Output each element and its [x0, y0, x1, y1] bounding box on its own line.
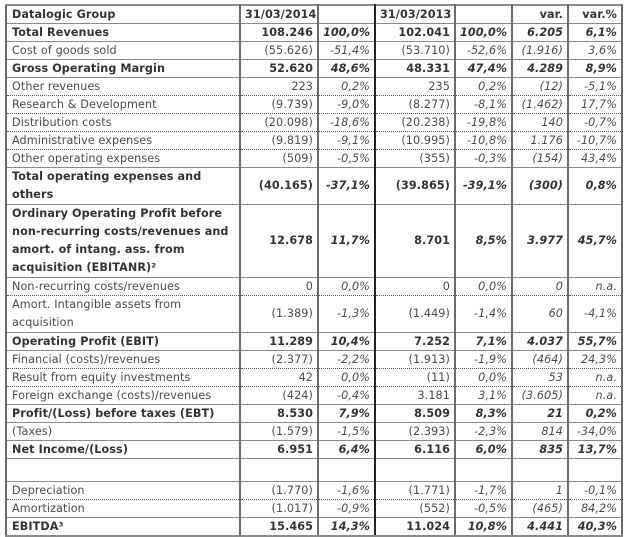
value-2013: (10.995): [375, 132, 455, 150]
variance: (465): [512, 500, 568, 518]
table-row: [6, 205, 622, 278]
variance: 4.289: [512, 60, 568, 78]
value-2014: (1.579): [240, 423, 318, 441]
value-2014: (1.017): [240, 500, 318, 518]
table-row: [6, 114, 622, 132]
pct-2013: -1,4%: [455, 296, 512, 333]
pct-2014: 6,4%: [318, 441, 375, 459]
pct-2014: -37,1%: [318, 168, 375, 205]
header-date-2014: 31/03/2014: [240, 5, 318, 24]
pct-2013: -1,7%: [455, 482, 512, 500]
value-2013: 7.252: [375, 333, 455, 351]
header-pct-2013: [455, 5, 512, 24]
variance: (3.605): [512, 387, 568, 405]
variance-pct: 24,3%: [568, 351, 622, 369]
variance-pct: 6,1%: [568, 24, 622, 42]
value-2014: [240, 459, 318, 482]
variance: 4.037: [512, 333, 568, 351]
pct-2014: -2,2%: [318, 351, 375, 369]
value-2013: 0: [375, 278, 455, 296]
pct-2013: 0,2%: [455, 78, 512, 96]
pct-2014: -0,5%: [318, 150, 375, 168]
variance: 140: [512, 114, 568, 132]
table-row: [6, 405, 622, 423]
pct-2013: 0,0%: [455, 278, 512, 296]
variance-pct: n.a.: [568, 278, 622, 296]
value-2013: 3.181: [375, 387, 455, 405]
pct-2014: 14,3%: [318, 518, 375, 537]
value-2013: 8.701: [375, 205, 455, 278]
header-date-2013: 31/03/2013: [375, 5, 455, 24]
variance: 6.205: [512, 24, 568, 42]
table-row: [6, 423, 622, 441]
value-2013: [375, 459, 455, 482]
value-2014: 52.620: [240, 60, 318, 78]
table-row: [6, 132, 622, 150]
variance: 3.977: [512, 205, 568, 278]
pct-2014: 100,0%: [318, 24, 375, 42]
pct-2013: 8,3%: [455, 405, 512, 423]
pct-2014: 10,4%: [318, 333, 375, 351]
row-label: Gross Operating Margin: [6, 60, 240, 78]
table-row: [6, 518, 622, 537]
row-label: Profit/(Loss) before taxes (EBT): [6, 405, 240, 423]
variance: 0: [512, 278, 568, 296]
row-label: Distribution costs: [6, 114, 240, 132]
variance-pct: 8,9%: [568, 60, 622, 78]
row-label: Net Income/(Loss): [6, 441, 240, 459]
variance-pct: 3,6%: [568, 42, 622, 60]
row-label: [6, 459, 240, 482]
row-label: Cost of goods sold: [6, 42, 240, 60]
pct-2013: [455, 459, 512, 482]
pct-2014: 7,9%: [318, 405, 375, 423]
variance-pct: 55,7%: [568, 333, 622, 351]
value-2013: (1.449): [375, 296, 455, 333]
row-label: Depreciation: [6, 482, 240, 500]
pct-2013: -2,3%: [455, 423, 512, 441]
value-2013: (53.710): [375, 42, 455, 60]
value-2014: 11.289: [240, 333, 318, 351]
pct-2014: 48,6%: [318, 60, 375, 78]
variance: (1.462): [512, 96, 568, 114]
pct-2013: 8,5%: [455, 205, 512, 278]
row-label: Total operating expenses and others: [6, 168, 240, 205]
pct-2014: -1,5%: [318, 423, 375, 441]
row-label: Research & Development: [6, 96, 240, 114]
variance: 4.441: [512, 518, 568, 537]
pct-2013: 10,8%: [455, 518, 512, 537]
row-label: Result from equity investments: [6, 369, 240, 387]
variance-pct: 13,7%: [568, 441, 622, 459]
variance: 814: [512, 423, 568, 441]
value-2014: 223: [240, 78, 318, 96]
value-2013: (8.277): [375, 96, 455, 114]
variance-pct: 40,3%: [568, 518, 622, 537]
variance: (1.916): [512, 42, 568, 60]
table-row: [6, 351, 622, 369]
pct-2013: -52,6%: [455, 42, 512, 60]
row-label: Other operating expenses: [6, 150, 240, 168]
variance-pct: -5,1%: [568, 78, 622, 96]
pct-2014: -1,6%: [318, 482, 375, 500]
pct-2014: -9,0%: [318, 96, 375, 114]
row-label: Other revenues: [6, 78, 240, 96]
variance-pct: [568, 459, 622, 482]
variance-pct: 0,2%: [568, 405, 622, 423]
value-2014: 108.246: [240, 24, 318, 42]
table-row: [6, 441, 622, 459]
pct-2013: 47,4%: [455, 60, 512, 78]
pct-2013: 6,0%: [455, 441, 512, 459]
value-2013: 8.509: [375, 405, 455, 423]
value-2014: 8.530: [240, 405, 318, 423]
pct-2014: -0,4%: [318, 387, 375, 405]
variance-pct: n.a.: [568, 387, 622, 405]
table-row: [6, 482, 622, 500]
variance-pct: -0,1%: [568, 482, 622, 500]
variance: [512, 459, 568, 482]
value-2014: (509): [240, 150, 318, 168]
variance-pct: 0,8%: [568, 168, 622, 205]
table-row: [6, 150, 622, 168]
row-label: (Taxes): [6, 423, 240, 441]
variance: (300): [512, 168, 568, 205]
variance: 1: [512, 482, 568, 500]
pct-2014: -0,9%: [318, 500, 375, 518]
variance: (464): [512, 351, 568, 369]
variance-pct: -10,7%: [568, 132, 622, 150]
value-2014: 42: [240, 369, 318, 387]
value-2014: 0: [240, 278, 318, 296]
pct-2013: -1,9%: [455, 351, 512, 369]
pct-2013: -39,1%: [455, 168, 512, 205]
value-2013: 48.331: [375, 60, 455, 78]
header-pct-2014: [318, 5, 375, 24]
value-2014: 15.465: [240, 518, 318, 537]
pct-2014: -1,3%: [318, 296, 375, 333]
variance: 60: [512, 296, 568, 333]
row-label: Operating Profit (EBIT): [6, 333, 240, 351]
variance: 835: [512, 441, 568, 459]
pct-2013: -0,5%: [455, 500, 512, 518]
pct-2013: 100,0%: [455, 24, 512, 42]
row-label: Total Revenues: [6, 24, 240, 42]
value-2013: 6.116: [375, 441, 455, 459]
blank-row: [6, 459, 622, 482]
income-statement-table: [5, 4, 623, 537]
row-label: Administrative expenses: [6, 132, 240, 150]
pct-2014: -51,4%: [318, 42, 375, 60]
value-2013: (552): [375, 500, 455, 518]
table-row: [6, 24, 622, 42]
table-row: [6, 333, 622, 351]
value-2013: (1.771): [375, 482, 455, 500]
table-row: [6, 296, 622, 333]
table-row: [6, 278, 622, 296]
table-row: [6, 42, 622, 60]
value-2013: (11): [375, 369, 455, 387]
pct-2014: 0,0%: [318, 369, 375, 387]
variance: 53: [512, 369, 568, 387]
pct-2014: -18,6%: [318, 114, 375, 132]
value-2013: (39.865): [375, 168, 455, 205]
pct-2014: 11,7%: [318, 205, 375, 278]
value-2014: (2.377): [240, 351, 318, 369]
variance-pct: n.a.: [568, 369, 622, 387]
variance: 21: [512, 405, 568, 423]
header-label: Datalogic Group: [6, 5, 240, 24]
value-2013: 235: [375, 78, 455, 96]
value-2013: (20.238): [375, 114, 455, 132]
pct-2013: -8,1%: [455, 96, 512, 114]
header-var: var.: [512, 5, 568, 24]
row-label: Foreign exchange (costs)/revenues: [6, 387, 240, 405]
table-row: [6, 387, 622, 405]
table-row: [6, 60, 622, 78]
row-label: Ordinary Operating Profit before non-recurring costs/revenues and amort. of intang. ass. from acquisition (EBITANR)²: [6, 205, 240, 278]
pct-2014: 0,2%: [318, 78, 375, 96]
variance: 1.176: [512, 132, 568, 150]
header-var-pct: var.%: [568, 5, 622, 24]
value-2013: 102.041: [375, 24, 455, 42]
pct-2013: 3,1%: [455, 387, 512, 405]
variance-pct: -34,0%: [568, 423, 622, 441]
variance-pct: 43,4%: [568, 150, 622, 168]
variance-pct: 17,7%: [568, 96, 622, 114]
value-2014: (20.098): [240, 114, 318, 132]
variance-pct: 45,7%: [568, 205, 622, 278]
variance-pct: 84,2%: [568, 500, 622, 518]
table-row: [6, 369, 622, 387]
pct-2013: -0,3%: [455, 150, 512, 168]
value-2014: (424): [240, 387, 318, 405]
value-2014: (1.389): [240, 296, 318, 333]
table-row: [6, 96, 622, 114]
variance-pct: -4,1%: [568, 296, 622, 333]
value-2013: (1.913): [375, 351, 455, 369]
pct-2013: -10,8%: [455, 132, 512, 150]
value-2014: (40.165): [240, 168, 318, 205]
pct-2013: -19,8%: [455, 114, 512, 132]
value-2014: 6.951: [240, 441, 318, 459]
value-2013: (355): [375, 150, 455, 168]
variance: (154): [512, 150, 568, 168]
pct-2013: 0,0%: [455, 369, 512, 387]
row-label: Financial (costs)/revenues: [6, 351, 240, 369]
pct-2014: 0,0%: [318, 278, 375, 296]
value-2014: 12.678: [240, 205, 318, 278]
value-2014: (1.770): [240, 482, 318, 500]
variance-pct: -0,7%: [568, 114, 622, 132]
value-2014: (9.739): [240, 96, 318, 114]
table-row: [6, 168, 622, 205]
row-label: Amort. Intangible assets from acquisition: [6, 296, 240, 333]
value-2013: (2.393): [375, 423, 455, 441]
variance: (12): [512, 78, 568, 96]
value-2014: (55.626): [240, 42, 318, 60]
value-2014: (9.819): [240, 132, 318, 150]
row-label: Amortization: [6, 500, 240, 518]
table-row: [6, 78, 622, 96]
row-label: EBITDA³: [6, 518, 240, 537]
pct-2014: [318, 459, 375, 482]
value-2013: 11.024: [375, 518, 455, 537]
pct-2013: 7,1%: [455, 333, 512, 351]
pct-2014: -9,1%: [318, 132, 375, 150]
header-row: [6, 5, 622, 24]
row-label: Non-recurring costs/revenues: [6, 278, 240, 296]
